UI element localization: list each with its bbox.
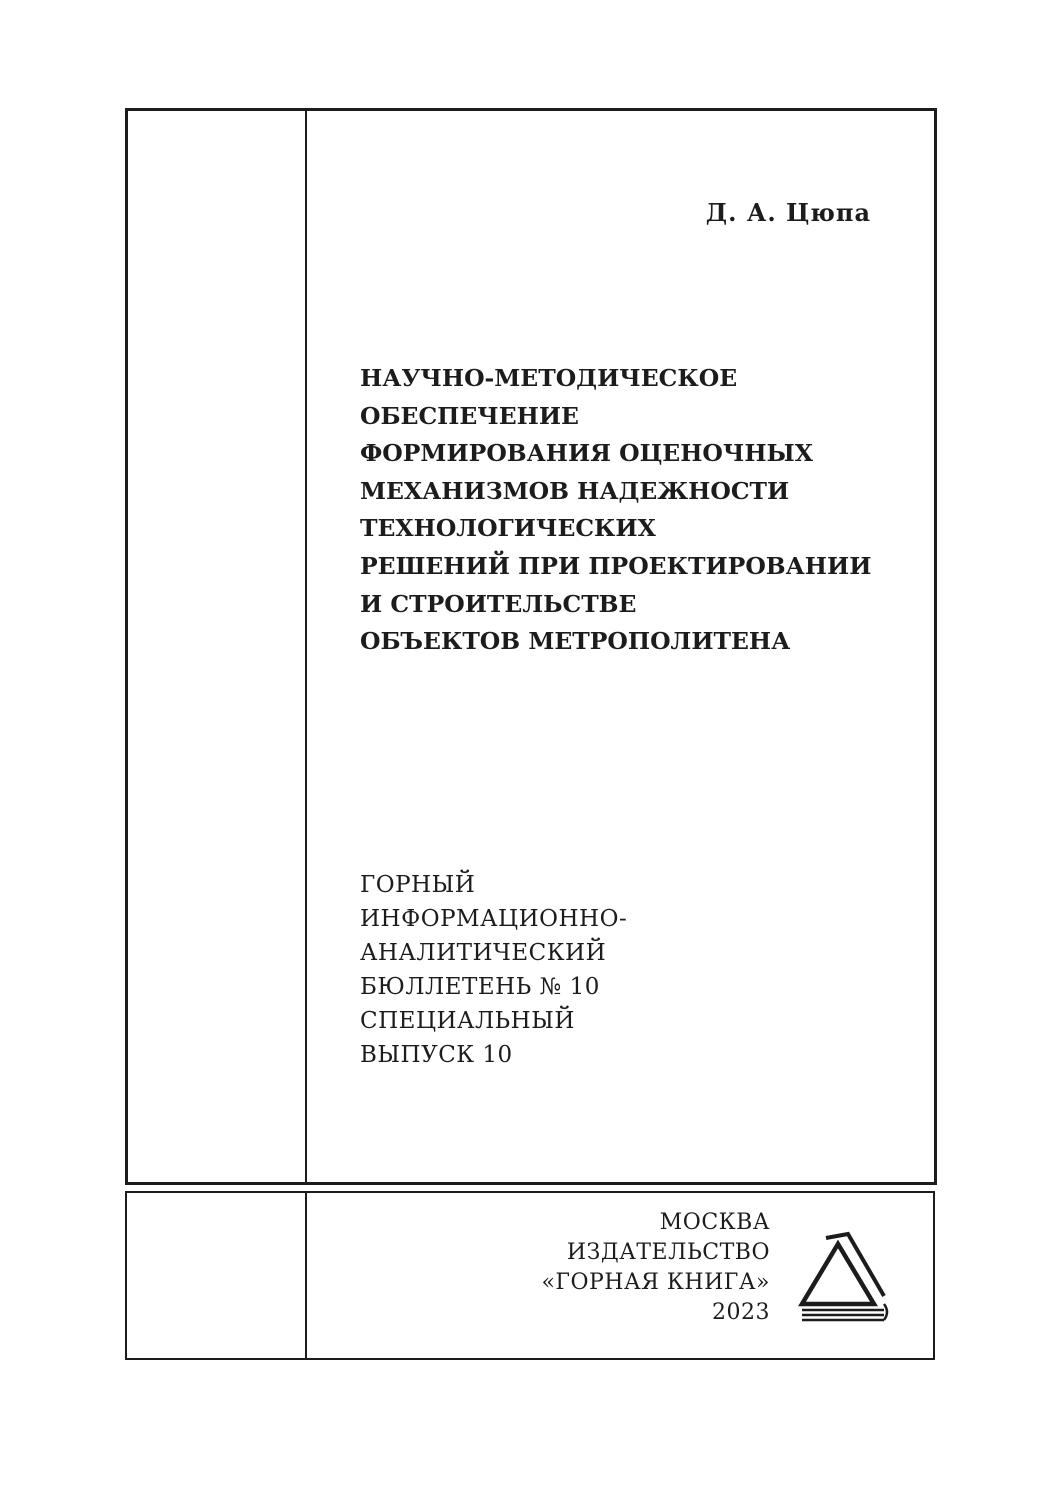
publication-year: 2023 [712,1300,770,1325]
title-line: ТЕХНОЛОГИЧЕСКИХ [360,514,656,543]
title-line: РЕШЕНИЙ ПРИ ПРОЕКТИРОВАНИИ [360,551,872,580]
publisher-city: МОСКВА [659,1210,770,1235]
series-name [360,868,860,1072]
title-line: ОБЕСПЕЧЕНИЕ [360,401,579,430]
series-line: БЮЛЛЕТЕНЬ № 10 [360,974,600,1000]
title-line: НАУЧНО-МЕТОДИЧЕСКОЕ [360,364,738,392]
series-line: ГОРНЫЙ [360,872,476,898]
title-line: МЕХАНИЗМОВ НАДЕЖНОСТИ [360,476,790,505]
publisher-frame-divider [305,1191,307,1360]
title-line: ФОРМИРОВАНИЯ ОЦЕНОЧНЫХ [360,439,814,468]
title-frame-divider [305,108,307,1185]
title-line: ОБЪЕКТОВ МЕТРОПОЛИТЕНА [360,627,791,656]
publisher-imprint [541,1208,770,1328]
publisher-label: ИЗДАТЕЛЬСТВО [566,1240,770,1265]
author-name: Д. А. Цюпа [705,198,871,227]
publisher-name: «ГОРНАЯ КНИГА» [541,1270,770,1295]
series-line: ВЫПУСК 10 [360,1042,513,1068]
title-line: И СТРОИТЕЛЬСТВЕ [360,589,637,618]
series-line: ИНФОРМАЦИОННО- [360,906,628,932]
series-line: АНАЛИТИЧЕСКИЙ [360,940,607,966]
series-line: СПЕЦИАЛЬНЫЙ [360,1008,575,1034]
book-title [360,360,900,661]
mountain-book-logo-icon [798,1230,890,1322]
